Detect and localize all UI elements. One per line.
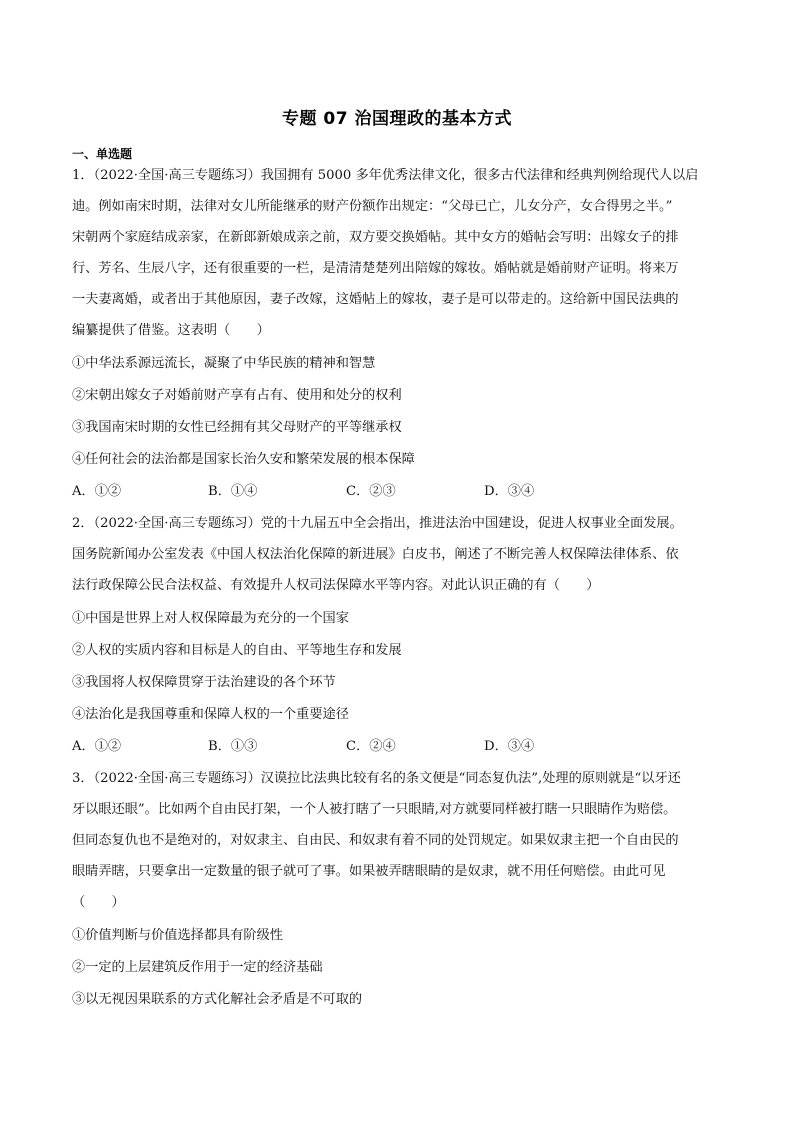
question-1-statement-4: ④任何社会的法治都是国家长治久安和繁荣发展的根本保障 xyxy=(72,452,415,467)
question-1-statement-3: ③我国南宋时期的女性已经拥有其父母财产的平等继承权 xyxy=(72,420,402,435)
question-3-line-1: 3．（2022·全国·高三专题练习）汉谟拉比法典比较有名的条文便是“同态复仇法”,处理的原则就是“以牙还 xyxy=(72,771,681,786)
section-heading: 一、单选题 xyxy=(72,147,133,161)
question-1-option-d: D．③④ xyxy=(484,484,535,499)
question-3-statement-3: ③以无视因果联系的方式化解社会矛盾是不可取的 xyxy=(72,992,363,1007)
question-3-line-2: 牙以眼还眼”。比如两个自由民打架，一个人被打瞎了一只眼睛,对方就要同样被打瞎一只眼睛作为赔偿。 xyxy=(72,802,677,817)
question-1-statement-1: ①中华法系源远流长，凝聚了中华民族的精神和智慧 xyxy=(72,356,376,371)
question-1-option-a: A．①② xyxy=(72,484,122,499)
question-1-line-2: 迪。例如南宋时期，法律对女儿所能继承的财产份额作出规定：“父母已亡，儿女分产，女合得男之半。” xyxy=(72,199,673,214)
question-2-option-b: B．①③ xyxy=(208,739,258,754)
question-2-line-1: 2．（2022·全国·高三专题练习）党的十九届五中全会指出，推进法治中国建设，促进人权事业全面发展。 xyxy=(72,516,683,531)
question-3-statement-2: ②一定的上层建筑反作用于一定的经济基础 xyxy=(72,960,323,975)
question-1-line-1: 1．（2022·全国·高三专题练习）我国拥有 5000 多年优秀法律文化，很多古代法律和经典判例给现代人以启 xyxy=(72,168,699,183)
question-2-line-2: 国务院新闻办公室发表《中国人权法治化保障的新进展》白皮书，阐述了不断完善人权保障法律体系、依 xyxy=(72,547,679,562)
question-3-line-5: （ ） xyxy=(72,895,125,910)
question-1-statement-2: ②宋朝出嫁女子对婚前财产享有占有、使用和处分的权利 xyxy=(72,388,402,403)
question-2-line-3: 法行政保障公民合法权益、有效提升人权司法保障水平等内容。对此认识正确的有（ ） xyxy=(72,578,600,593)
question-3-line-4: 眼睛弄瞎，只要拿出一定数量的银子就可了事。如果被弄瞎眼睛的是奴隶，就不用任何赔偿。由此可见 xyxy=(72,864,666,879)
question-1-line-4: 行、芳名、生辰八字，还有很重要的一栏，是清清楚楚列出陪嫁的嫁妆。婚帖就是婚前财产证明。将来万 xyxy=(72,261,679,276)
question-2-option-c: C．②④ xyxy=(346,739,396,754)
question-1-option-b: B．①④ xyxy=(208,484,258,499)
question-2-option-a: A．①② xyxy=(72,739,122,754)
question-1-option-c: C．②③ xyxy=(346,484,396,499)
question-2-option-d: D．③④ xyxy=(484,739,535,754)
question-2-statement-4: ④法治化是我国尊重和保障人权的一个重要途径 xyxy=(72,707,349,722)
question-1-line-3: 宋朝两个家庭结成亲家，在新郎新娘成亲之前，双方要交换婚帖。其中女方的婚帖会写明：出嫁女子的排 xyxy=(72,230,679,245)
question-3-statement-1: ①价值判断与价值选择都具有阶级性 xyxy=(72,928,283,943)
question-1-line-6: 编纂提供了借鉴。这表明（ ） xyxy=(72,323,270,338)
question-1-line-5: 一夫妻离婚，或者出于其他原因，妻子改嫁，这婚帖上的嫁妆，妻子是可以带走的。这给新中国民法典的 xyxy=(72,292,679,307)
question-2-statement-2: ②人权的实质内容和目标是人的自由、平等地生存和发展 xyxy=(72,643,402,658)
page-title: 专题 07 治国理政的基本方式 xyxy=(282,109,512,129)
question-2-statement-3: ③我国将人权保障贯穿于法治建设的各个环节 xyxy=(72,675,336,690)
question-2-statement-1: ①中国是世界上对人权保障最为充分的一个国家 xyxy=(72,611,349,626)
question-3-line-3: 但同态复仇也不是绝对的，对奴隶主、自由民、和奴隶有着不同的处罚规定。如果奴隶主把一个自由民的 xyxy=(72,833,679,848)
